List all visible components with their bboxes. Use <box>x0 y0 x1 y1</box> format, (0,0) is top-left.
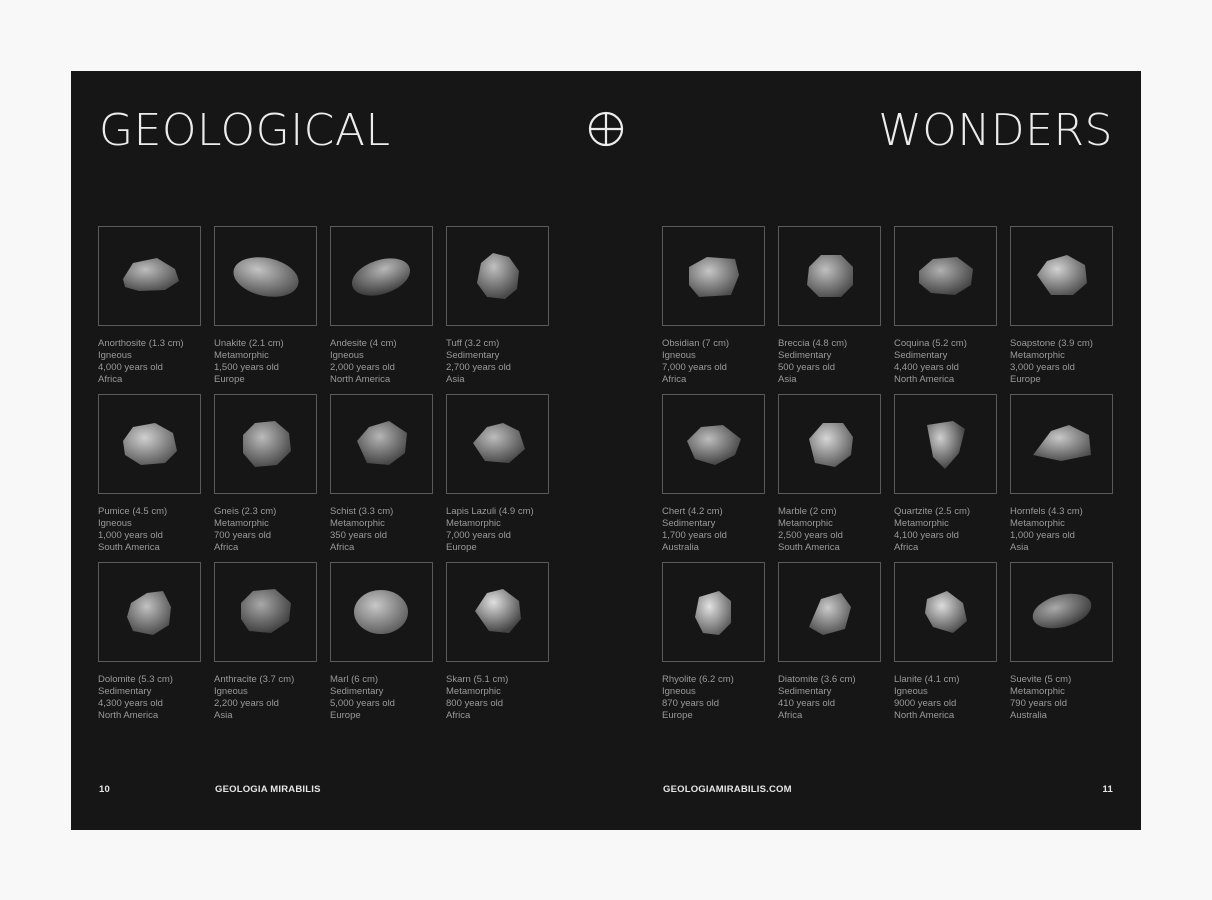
rock-name: Tuff (3.2 cm) <box>446 338 500 349</box>
rock-card <box>662 394 765 562</box>
rock-photo-frame <box>662 394 765 494</box>
rock-photo-frame <box>330 562 433 662</box>
rock-name: Dolomite (5.3 cm) <box>98 674 173 685</box>
rock-region: Africa <box>446 710 471 721</box>
rock-image <box>895 395 996 493</box>
rock-image <box>447 227 548 325</box>
rock-photo-frame <box>446 394 549 494</box>
rock-age: 3,000 years old <box>1010 362 1075 373</box>
rock-age: 870 years old <box>662 698 720 709</box>
rock-name: Obsidian (7 cm) <box>662 338 730 349</box>
rock-name: Coquina (5.2 cm) <box>894 338 967 349</box>
rock-age: 350 years old <box>330 530 388 541</box>
rock-type: Metamorphic <box>446 686 501 697</box>
right-page-title: WONDERS <box>878 105 1113 156</box>
rock-card <box>894 562 997 730</box>
rock-name: Lapis Lazuli (4.9 cm) <box>446 506 534 517</box>
rock-region: Africa <box>98 374 123 385</box>
rock-region: Australia <box>1010 710 1047 721</box>
rock-type: Sedimentary <box>778 350 832 361</box>
rock-region: Australia <box>662 542 699 553</box>
rock-age: 4,400 years old <box>894 362 959 373</box>
rock-type: Metamorphic <box>778 518 833 529</box>
rock-image <box>779 227 880 325</box>
right-page-website: GEOLOGIAMIRABILIS.COM <box>663 784 792 795</box>
rock-image <box>663 395 764 493</box>
rock-type: Sedimentary <box>330 686 384 697</box>
rock-age: 9000 years old <box>894 698 957 709</box>
rock-image <box>331 563 432 661</box>
rock-age: 700 years old <box>214 530 272 541</box>
rock-photo-frame <box>446 562 549 662</box>
rock-name: Schist (3.3 cm) <box>330 506 394 517</box>
rock-card <box>330 394 433 562</box>
rock-image <box>99 395 200 493</box>
rock-region: North America <box>894 374 955 385</box>
rock-region: North America <box>894 710 955 721</box>
rock-card <box>446 226 549 394</box>
rock-image <box>779 395 880 493</box>
rock-image <box>215 227 316 325</box>
rock-name: Unakite (2.1 cm) <box>214 338 284 349</box>
rock-type: Igneous <box>662 686 696 697</box>
rock-image <box>663 563 764 661</box>
rock-region: Europe <box>214 374 245 385</box>
rock-image <box>99 563 200 661</box>
rock-photo-frame <box>662 562 765 662</box>
rock-region: Africa <box>214 542 239 553</box>
rock-name: Anorthosite (1.3 cm) <box>98 338 184 349</box>
rock-image <box>1011 227 1112 325</box>
rock-region: Europe <box>330 710 361 721</box>
rock-photo-frame <box>330 394 433 494</box>
rock-type: Igneous <box>98 350 132 361</box>
rock-image <box>447 395 548 493</box>
rock-age: 2,200 years old <box>214 698 279 709</box>
rock-region: Asia <box>446 374 465 385</box>
rock-type: Metamorphic <box>894 518 949 529</box>
rock-age: 1,700 years old <box>662 530 727 541</box>
rock-type: Igneous <box>894 686 928 697</box>
rock-card <box>778 394 881 562</box>
rock-name: Rhyolite (6.2 cm) <box>662 674 734 685</box>
rock-image <box>331 227 432 325</box>
rock-image <box>663 227 764 325</box>
rock-type: Sedimentary <box>446 350 500 361</box>
left-page-rock-grid <box>98 226 549 730</box>
rock-image <box>215 395 316 493</box>
rock-photo-frame <box>98 226 201 326</box>
rock-region: Asia <box>214 710 233 721</box>
rock-type: Metamorphic <box>1010 518 1065 529</box>
left-page-number: 10 <box>99 784 110 795</box>
rock-age: 410 years old <box>778 698 836 709</box>
rock-type: Sedimentary <box>894 350 948 361</box>
rock-age: 7,000 years old <box>446 530 511 541</box>
rock-region: North America <box>330 374 391 385</box>
rock-type: Igneous <box>214 686 248 697</box>
rock-card <box>662 562 765 730</box>
rock-type: Metamorphic <box>330 518 385 529</box>
rock-age: 1,000 years old <box>1010 530 1075 541</box>
rock-card <box>98 394 201 562</box>
rock-image <box>1011 395 1112 493</box>
rock-type: Metamorphic <box>214 350 269 361</box>
rock-age: 4,000 years old <box>98 362 163 373</box>
rock-card <box>778 226 881 394</box>
rock-region: North America <box>98 710 159 721</box>
rock-age: 2,500 years old <box>778 530 843 541</box>
rock-photo-frame <box>1010 394 1113 494</box>
rock-region: Africa <box>894 542 919 553</box>
rock-card <box>1010 394 1113 562</box>
rock-image <box>215 563 316 661</box>
rock-age: 500 years old <box>778 362 836 373</box>
rock-image <box>895 563 996 661</box>
left-page-brand: GEOLOGIA MIRABILIS <box>215 784 321 795</box>
rock-image <box>1011 563 1112 661</box>
rock-region: Europe <box>1010 374 1041 385</box>
rock-region: Asia <box>778 374 797 385</box>
rock-age: 7,000 years old <box>662 362 727 373</box>
rock-photo-frame <box>1010 562 1113 662</box>
rock-name: Pumice (4.5 cm) <box>98 506 168 517</box>
rock-type: Igneous <box>662 350 696 361</box>
rock-card <box>214 562 317 730</box>
rock-card <box>446 562 549 730</box>
rock-name: Marble (2 cm) <box>778 506 837 517</box>
rock-photo-frame <box>214 562 317 662</box>
rock-name: Diatomite (3.6 cm) <box>778 674 856 685</box>
rock-photo-frame <box>894 562 997 662</box>
rock-card <box>1010 226 1113 394</box>
rock-type: Metamorphic <box>1010 350 1065 361</box>
rock-age: 790 years old <box>1010 698 1068 709</box>
rock-image <box>99 227 200 325</box>
rock-card <box>778 562 881 730</box>
rock-type: Metamorphic <box>214 518 269 529</box>
rock-card <box>894 394 997 562</box>
right-page-rock-grid <box>662 226 1113 730</box>
rock-photo-frame <box>446 226 549 326</box>
rock-type: Sedimentary <box>662 518 716 529</box>
rock-age: 1,000 years old <box>98 530 163 541</box>
rock-card <box>98 226 201 394</box>
rock-photo-frame <box>778 394 881 494</box>
rock-name: Hornfels (4.3 cm) <box>1010 506 1083 517</box>
rock-age: 4,300 years old <box>98 698 163 709</box>
magazine-spread <box>71 71 1141 830</box>
rock-age: 4,100 years old <box>894 530 959 541</box>
rock-type: Sedimentary <box>98 686 152 697</box>
rock-photo-frame <box>662 226 765 326</box>
rock-photo-frame <box>98 562 201 662</box>
rock-name: Marl (6 cm) <box>330 674 379 685</box>
rock-card <box>446 394 549 562</box>
rock-name: Quartzite (2.5 cm) <box>894 506 971 517</box>
rock-type: Metamorphic <box>446 518 501 529</box>
rock-name: Andesite (4 cm) <box>330 338 397 349</box>
rock-name: Breccia (4.8 cm) <box>778 338 848 349</box>
rock-age: 5,000 years old <box>330 698 395 709</box>
rock-image <box>447 563 548 661</box>
rock-photo-frame <box>1010 226 1113 326</box>
rock-name: Llanite (4.1 cm) <box>894 674 960 685</box>
rock-type: Sedimentary <box>778 686 832 697</box>
rock-region: Africa <box>662 374 687 385</box>
rock-name: Chert (4.2 cm) <box>662 506 723 517</box>
rock-name: Gneis (2.3 cm) <box>214 506 277 517</box>
rock-card <box>662 226 765 394</box>
rock-region: Africa <box>330 542 355 553</box>
rock-age: 1,500 years old <box>214 362 279 373</box>
rock-age: 2,000 years old <box>330 362 395 373</box>
rock-card <box>1010 562 1113 730</box>
rock-card <box>98 562 201 730</box>
rock-card <box>214 226 317 394</box>
rock-image <box>779 563 880 661</box>
rock-card <box>330 562 433 730</box>
rock-photo-frame <box>330 226 433 326</box>
left-page-title: GEOLOGICAL <box>99 105 391 156</box>
rock-image <box>331 395 432 493</box>
rock-card <box>330 226 433 394</box>
rock-region: South America <box>778 542 840 553</box>
rock-image <box>895 227 996 325</box>
rock-name: Anthracite (3.7 cm) <box>214 674 295 685</box>
rock-name: Suevite (5 cm) <box>1010 674 1072 685</box>
circled-cross-icon <box>588 111 624 147</box>
rock-region: Europe <box>446 542 477 553</box>
rock-photo-frame <box>894 394 997 494</box>
rock-photo-frame <box>98 394 201 494</box>
rock-region: Africa <box>778 710 803 721</box>
rock-photo-frame <box>214 394 317 494</box>
right-page-number: 11 <box>1102 784 1113 795</box>
rock-card <box>894 226 997 394</box>
rock-photo-frame <box>214 226 317 326</box>
rock-age: 800 years old <box>446 698 504 709</box>
rock-name: Soapstone (3.9 cm) <box>1010 338 1093 349</box>
rock-region: Asia <box>1010 542 1029 553</box>
rock-region: South America <box>98 542 160 553</box>
rock-age: 2,700 years old <box>446 362 511 373</box>
rock-region: Europe <box>662 710 693 721</box>
rock-photo-frame <box>778 562 881 662</box>
rock-card <box>214 394 317 562</box>
rock-type: Metamorphic <box>1010 686 1065 697</box>
rock-photo-frame <box>894 226 997 326</box>
rock-type: Igneous <box>98 518 132 529</box>
rock-photo-frame <box>778 226 881 326</box>
rock-type: Igneous <box>330 350 364 361</box>
rock-name: Skarn (5.1 cm) <box>446 674 509 685</box>
